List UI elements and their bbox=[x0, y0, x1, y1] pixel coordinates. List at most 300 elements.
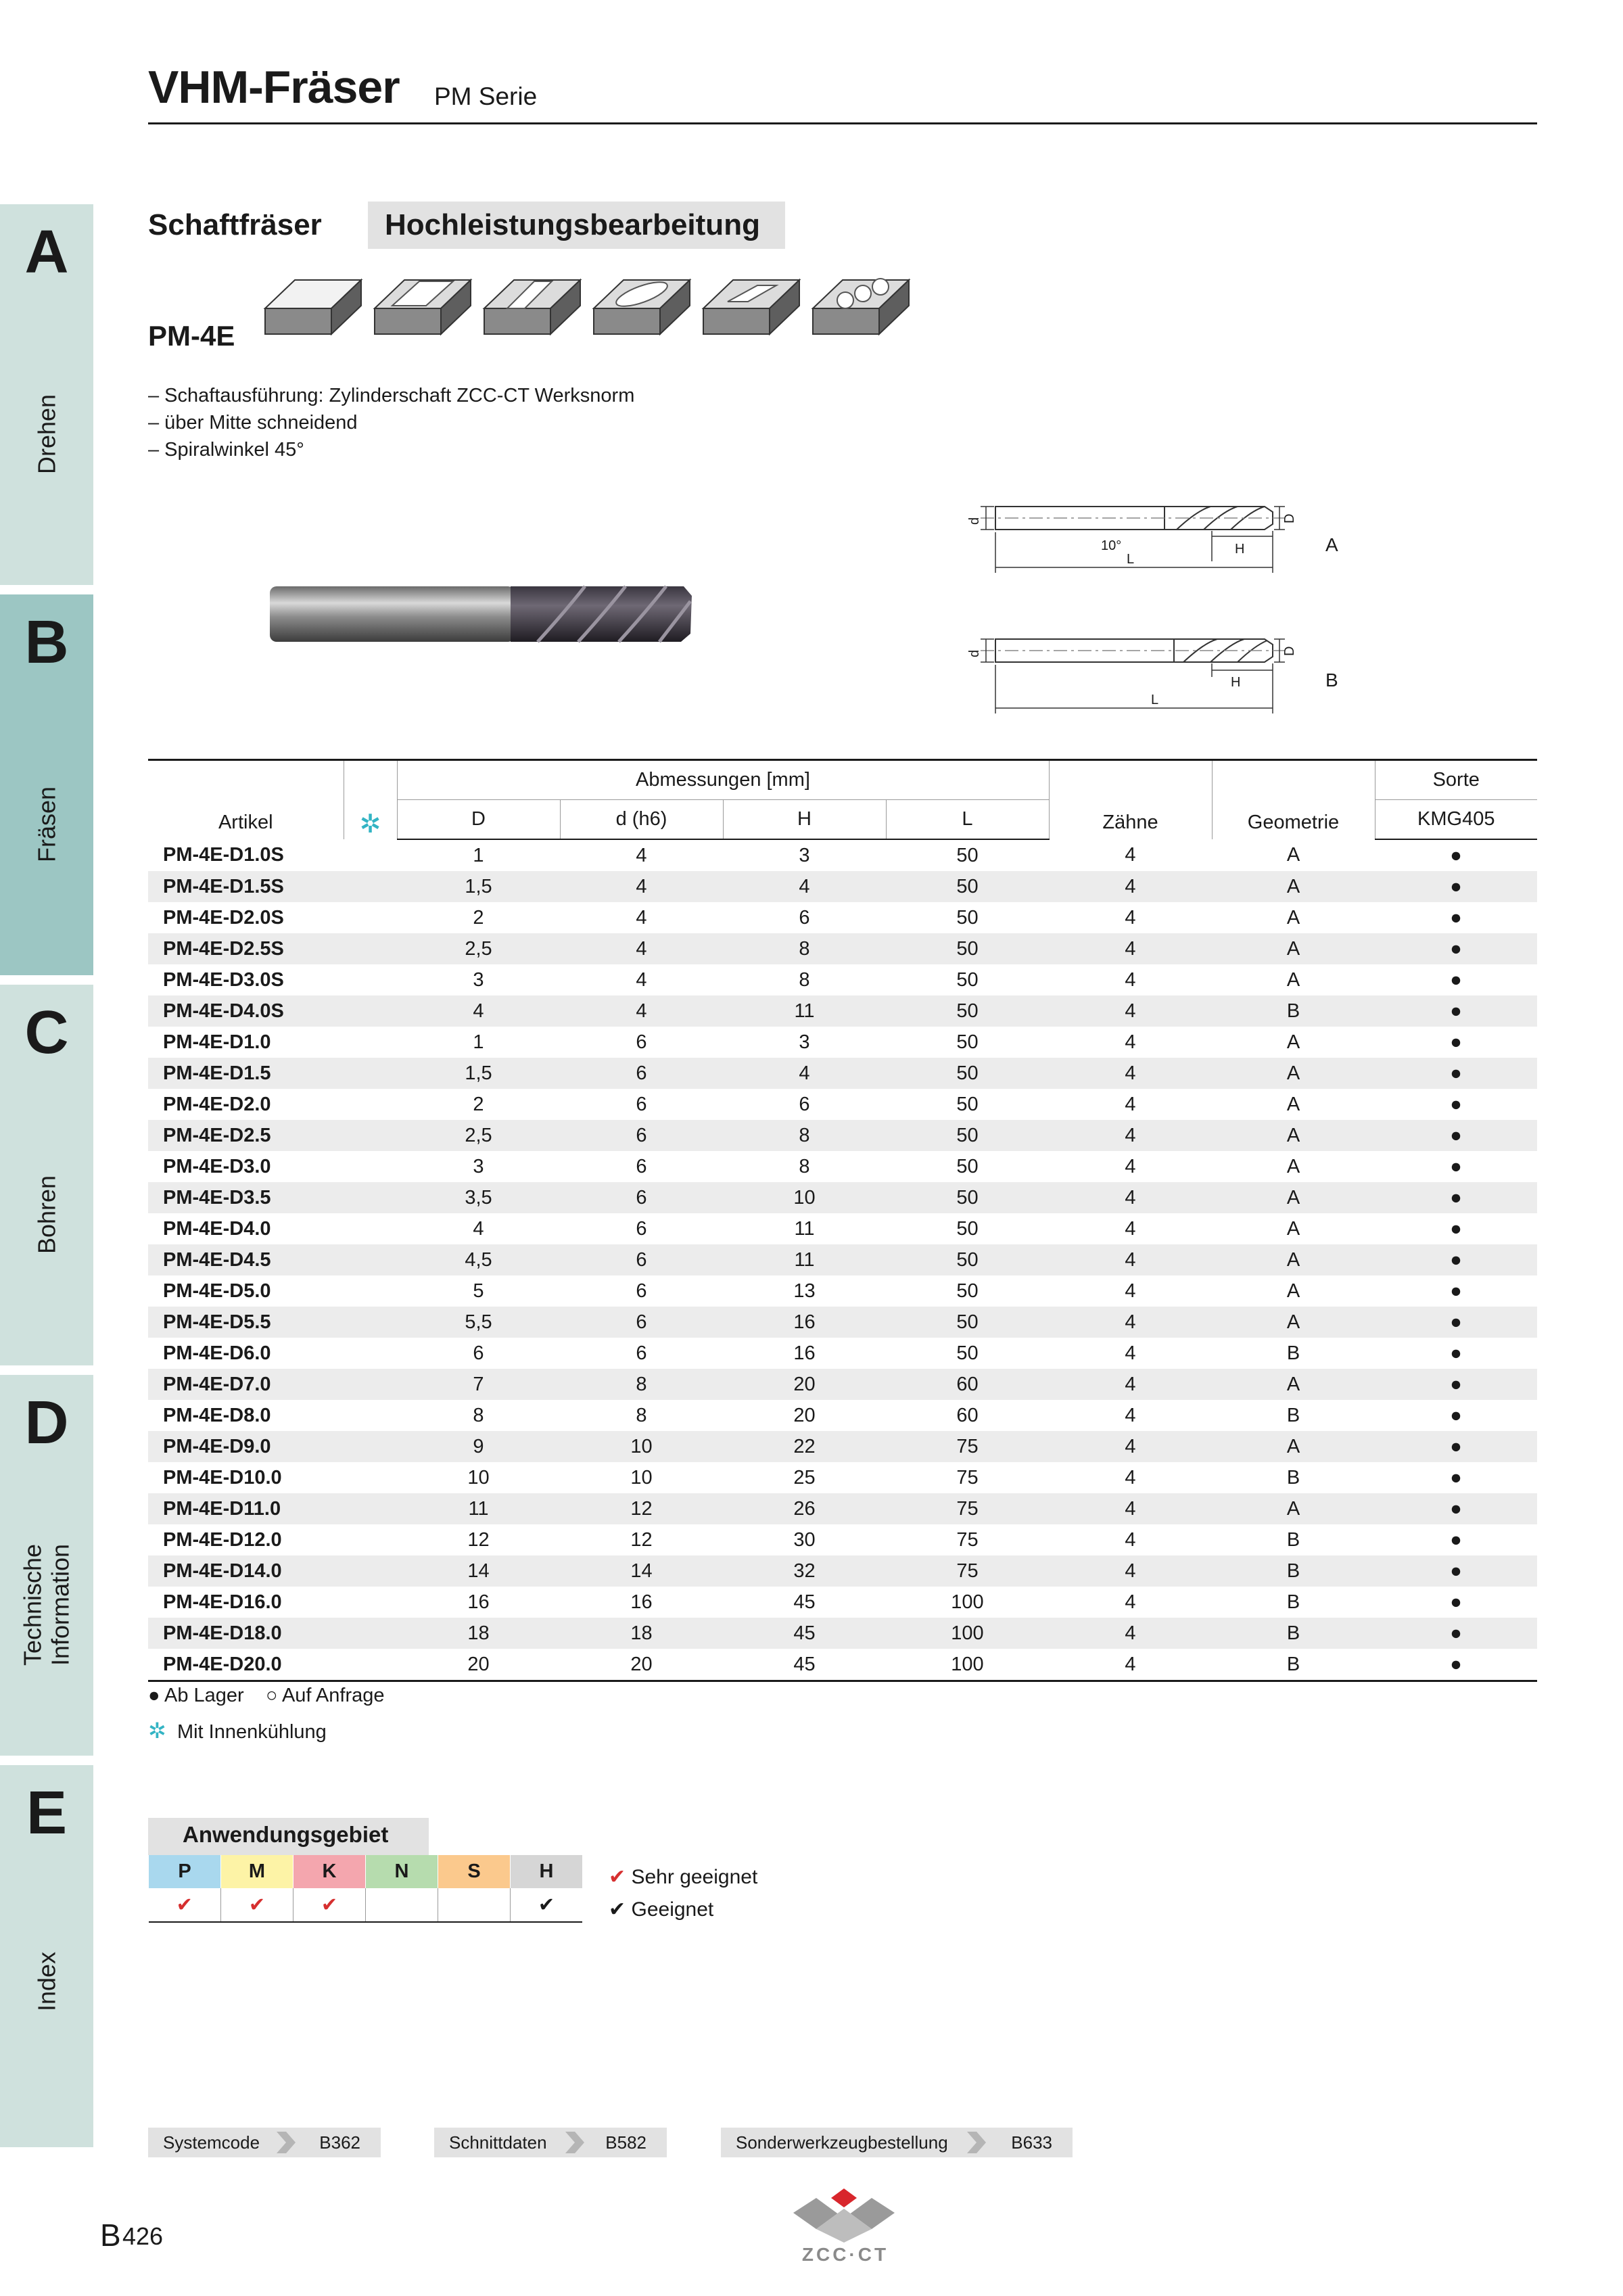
cell-d: 6 bbox=[636, 1280, 647, 1302]
cell-L: 50 bbox=[956, 968, 979, 991]
cell-d: 16 bbox=[630, 1591, 653, 1613]
cell-grade: ● bbox=[1450, 1591, 1462, 1613]
cell-article: PM-4E-D1.5 bbox=[148, 1058, 344, 1089]
cell-grade: ● bbox=[1375, 1618, 1537, 1649]
dim-D-b: D bbox=[1282, 646, 1297, 656]
cell-article: PM-4E-D5.5 bbox=[148, 1307, 344, 1338]
cell-teeth: 4 bbox=[1049, 933, 1212, 964]
cell-coolant bbox=[344, 1431, 397, 1462]
cell-L: 50 bbox=[956, 1217, 979, 1240]
cell-H: 8 bbox=[799, 968, 810, 991]
table-row bbox=[148, 1649, 1537, 1681]
cell-L: 75 bbox=[886, 1555, 1049, 1587]
group-dimensions: Abmessungen [mm] bbox=[397, 760, 1049, 800]
cell-d: 14 bbox=[560, 1555, 723, 1587]
cell-teeth: 4 bbox=[1049, 1120, 1212, 1151]
cell-coolant bbox=[344, 1493, 397, 1524]
suitability-mark: ✔ bbox=[511, 1888, 583, 1922]
cell-geometry: A bbox=[1212, 1431, 1375, 1462]
material-s: S bbox=[438, 1855, 511, 1888]
col-article: Artikel bbox=[148, 760, 344, 840]
cell-article: PM-4E-D2.0 bbox=[163, 1093, 271, 1115]
cell-d: 6 bbox=[560, 1307, 723, 1338]
cell-H: 3 bbox=[799, 1031, 810, 1053]
cell-H: 45 bbox=[723, 1649, 886, 1681]
tab-label: Index bbox=[32, 1951, 61, 2012]
tab-technische-information[interactable] bbox=[0, 1375, 93, 1756]
cell-H: 30 bbox=[793, 1528, 816, 1551]
cell-grade: ● bbox=[1375, 1649, 1537, 1681]
cell-teeth: 4 bbox=[1125, 1217, 1136, 1240]
chevron-right-icon bbox=[274, 2132, 296, 2153]
cell-D: 1 bbox=[473, 844, 484, 866]
cell-H: 3 bbox=[799, 844, 810, 866]
cell-article: PM-4E-D9.0 bbox=[148, 1431, 344, 1462]
slot-milling-icon bbox=[484, 280, 580, 334]
cell-article: PM-4E-D4.5 bbox=[148, 1244, 344, 1275]
cell-coolant bbox=[344, 1400, 397, 1431]
page-number: 426 bbox=[122, 2222, 164, 2250]
suitable-label: Geeignet bbox=[631, 1898, 714, 1921]
cell-article: PM-4E-D6.0 bbox=[163, 1342, 271, 1364]
cell-H: 20 bbox=[723, 1369, 886, 1400]
cell-grade: ● bbox=[1375, 1493, 1537, 1524]
cell-d: 4 bbox=[560, 933, 723, 964]
cell-article: PM-4E-D2.5S bbox=[148, 933, 344, 964]
cell-d: 4 bbox=[636, 968, 647, 991]
cell-geometry: B bbox=[1212, 1649, 1375, 1681]
cell-teeth: 4 bbox=[1125, 1093, 1136, 1115]
cell-D: 11 bbox=[397, 1493, 560, 1524]
cell-d: 6 bbox=[560, 1244, 723, 1275]
cell-geometry: A bbox=[1212, 1244, 1375, 1275]
table-row bbox=[148, 1213, 1537, 1244]
suitability-mark: ✔ bbox=[149, 1888, 221, 1922]
face-milling-icon bbox=[265, 280, 361, 334]
cell-coolant bbox=[344, 1555, 397, 1587]
ref-systemcode[interactable] bbox=[148, 2128, 381, 2157]
cell-H: 25 bbox=[793, 1466, 816, 1489]
table-row bbox=[148, 1369, 1537, 1400]
shoulder-milling-icon bbox=[375, 280, 471, 334]
cell-L: 75 bbox=[886, 1431, 1049, 1462]
cell-D: 20 bbox=[397, 1649, 560, 1681]
table-row bbox=[148, 1307, 1537, 1338]
ref-page: B582 bbox=[605, 2132, 646, 2153]
cell-H: 32 bbox=[723, 1555, 886, 1587]
cell-d: 6 bbox=[636, 1342, 647, 1364]
dim-H-a: H bbox=[1235, 542, 1245, 557]
cell-geometry: A bbox=[1212, 933, 1375, 964]
drawing-b bbox=[967, 639, 1338, 713]
cell-coolant bbox=[344, 933, 397, 964]
cell-article: PM-4E-D2.5 bbox=[148, 1120, 344, 1151]
cell-coolant bbox=[344, 1618, 397, 1649]
tab-letter: B bbox=[24, 609, 69, 676]
ref-label: Schnittdaten bbox=[449, 2132, 547, 2153]
cell-H: 11 bbox=[794, 1217, 815, 1240]
cell-d: 6 bbox=[636, 1155, 647, 1177]
cell-grade: ● bbox=[1450, 1280, 1462, 1302]
cell-geometry: B bbox=[1286, 1466, 1300, 1489]
product-table bbox=[148, 759, 1537, 1682]
cell-H: 20 bbox=[793, 1404, 816, 1426]
cell-article: PM-4E-D16.0 bbox=[163, 1591, 282, 1613]
coolant-legend bbox=[148, 1718, 327, 1743]
table-row bbox=[148, 1555, 1537, 1587]
cell-grade: ● bbox=[1450, 1404, 1462, 1426]
cell-article: PM-4E-D4.0S bbox=[148, 995, 344, 1027]
table-row bbox=[148, 1151, 1537, 1182]
cell-D: 16 bbox=[467, 1591, 490, 1613]
tab-fraesen[interactable] bbox=[0, 594, 93, 975]
tab-label: Bohren bbox=[32, 1175, 61, 1255]
very-suitable-label: Sehr geeignet bbox=[631, 1866, 758, 1888]
cell-grade: ● bbox=[1375, 871, 1537, 902]
cell-d: 8 bbox=[560, 1369, 723, 1400]
cell-L: 100 bbox=[951, 1591, 984, 1613]
col-grade-kmg405: KMG405 bbox=[1375, 800, 1537, 840]
col-H: H bbox=[723, 800, 886, 840]
geometry-b-label: B bbox=[1325, 670, 1338, 690]
cell-coolant bbox=[344, 1275, 397, 1307]
series-label: PM Serie bbox=[434, 83, 538, 110]
request-symbol: ○ bbox=[265, 1685, 278, 1706]
cell-D: 1,5 bbox=[397, 871, 560, 902]
cell-geometry: A bbox=[1212, 1369, 1375, 1400]
cell-D: 2 bbox=[473, 1093, 484, 1115]
cell-D: 6 bbox=[473, 1342, 484, 1364]
cell-teeth: 4 bbox=[1125, 906, 1136, 929]
cell-H: 4 bbox=[723, 871, 886, 902]
tab-index[interactable] bbox=[0, 1765, 93, 2147]
stock-label: Ab Lager bbox=[164, 1685, 244, 1706]
feature-item: – Spiralwinkel 45° bbox=[148, 439, 304, 461]
cell-L: 50 bbox=[886, 1182, 1049, 1213]
cell-L: 100 bbox=[886, 1649, 1049, 1681]
cell-teeth: 4 bbox=[1049, 1182, 1212, 1213]
cell-L: 50 bbox=[956, 844, 979, 866]
chevron-right-icon bbox=[563, 2132, 584, 2153]
table-row bbox=[148, 839, 1537, 871]
cell-D: 12 bbox=[467, 1528, 490, 1551]
cell-grade: ● bbox=[1450, 844, 1462, 866]
page-section-letter: B bbox=[100, 2218, 121, 2253]
tab-letter: E bbox=[26, 1779, 68, 1847]
cell-geometry: A bbox=[1212, 871, 1375, 902]
cell-L: 50 bbox=[956, 1155, 979, 1177]
material-m: M bbox=[221, 1855, 293, 1888]
cell-geometry: A bbox=[1286, 1155, 1300, 1177]
ramping-icon bbox=[703, 280, 799, 334]
article-title: PM-4E bbox=[148, 320, 235, 352]
cell-D: 1 bbox=[473, 1031, 484, 1053]
table-row bbox=[148, 1120, 1537, 1151]
cell-geometry: B bbox=[1286, 1404, 1300, 1426]
cell-coolant bbox=[344, 1649, 397, 1681]
cell-grade: ● bbox=[1450, 1342, 1462, 1364]
cell-D: 4,5 bbox=[397, 1244, 560, 1275]
cell-D: 2,5 bbox=[397, 1120, 560, 1151]
cell-teeth: 4 bbox=[1049, 1618, 1212, 1649]
table-row bbox=[148, 1524, 1537, 1555]
cell-d: 4 bbox=[560, 995, 723, 1027]
cell-grade: ● bbox=[1450, 1155, 1462, 1177]
col-geometry: Geometrie bbox=[1212, 760, 1375, 840]
material-n: N bbox=[366, 1855, 438, 1888]
availability-legend bbox=[148, 1685, 385, 1707]
col-d: d (h6) bbox=[560, 800, 723, 840]
material-p: P bbox=[149, 1855, 221, 1888]
cell-L: 50 bbox=[886, 1307, 1049, 1338]
cell-d: 6 bbox=[560, 1058, 723, 1089]
suitability-legend bbox=[609, 1861, 757, 1926]
feature-list bbox=[148, 382, 634, 463]
col-L: L bbox=[886, 800, 1049, 840]
cell-L: 50 bbox=[886, 871, 1049, 902]
end-mill-image bbox=[267, 578, 700, 653]
request-label: Auf Anfrage bbox=[281, 1685, 385, 1706]
cell-grade: ● bbox=[1375, 1120, 1537, 1151]
cell-geometry: A bbox=[1212, 1493, 1375, 1524]
cell-article: PM-4E-D14.0 bbox=[148, 1555, 344, 1587]
dim-L-b: L bbox=[1151, 693, 1159, 707]
cell-coolant bbox=[344, 902, 397, 933]
col-D: D bbox=[397, 800, 560, 840]
cell-D: 3 bbox=[473, 968, 484, 991]
cell-H: 11 bbox=[723, 1244, 886, 1275]
cell-d: 8 bbox=[636, 1404, 647, 1426]
tab-bohren[interactable] bbox=[0, 985, 93, 1365]
cell-L: 50 bbox=[886, 1058, 1049, 1089]
cell-coolant bbox=[344, 1369, 397, 1400]
cell-teeth: 4 bbox=[1125, 1466, 1136, 1489]
cell-geometry: A bbox=[1286, 1280, 1300, 1302]
suitability-mark: ✔ bbox=[293, 1888, 366, 1922]
cell-L: 50 bbox=[956, 1280, 979, 1302]
cell-coolant bbox=[344, 839, 397, 871]
cell-coolant bbox=[344, 995, 397, 1027]
cell-grade: ● bbox=[1375, 933, 1537, 964]
cell-article: PM-4E-D1.0S bbox=[163, 844, 284, 866]
cell-grade: ● bbox=[1450, 1217, 1462, 1240]
cell-teeth: 4 bbox=[1125, 844, 1136, 866]
pocket-milling-icon bbox=[594, 277, 690, 334]
dim-H-b: H bbox=[1231, 675, 1241, 690]
table-row bbox=[148, 1338, 1537, 1369]
cell-article: PM-4E-D3.0S bbox=[163, 968, 284, 991]
cell-H: 45 bbox=[723, 1618, 886, 1649]
cell-L: 50 bbox=[956, 1031, 979, 1053]
cell-d: 6 bbox=[636, 1031, 647, 1053]
dim-D-a: D bbox=[1282, 513, 1297, 523]
logo-text: ZCC·CT bbox=[801, 2244, 889, 2265]
cell-geometry: A bbox=[1286, 1217, 1300, 1240]
cell-D: 3,5 bbox=[397, 1182, 560, 1213]
col-coolant bbox=[344, 760, 397, 840]
cell-coolant bbox=[344, 1307, 397, 1338]
cell-L: 50 bbox=[886, 933, 1049, 964]
cell-article: PM-4E-D7.0 bbox=[148, 1369, 344, 1400]
tab-label-line: Information bbox=[47, 1543, 74, 1666]
coolant-icon: ✲ bbox=[359, 810, 381, 839]
cell-D: 1,5 bbox=[397, 1058, 560, 1089]
cell-grade: ● bbox=[1450, 1031, 1462, 1053]
cell-geometry: A bbox=[1286, 968, 1300, 991]
cell-geometry: A bbox=[1286, 1031, 1300, 1053]
technical-drawings bbox=[967, 497, 1359, 727]
cell-article: PM-4E-D1.0 bbox=[163, 1031, 271, 1053]
cell-L: 50 bbox=[956, 1093, 979, 1115]
zcc-ct-logo bbox=[786, 2188, 901, 2244]
table-row bbox=[148, 902, 1537, 933]
coolant-icon: ✲ bbox=[148, 1718, 166, 1743]
ref-sonderwerkzeugbestellung[interactable] bbox=[721, 2128, 1073, 2157]
cell-d: 6 bbox=[636, 1093, 647, 1115]
tab-letter: C bbox=[24, 999, 69, 1067]
cell-L: 75 bbox=[956, 1466, 979, 1489]
cell-coolant bbox=[344, 1151, 397, 1182]
ref-label: Systemcode bbox=[163, 2132, 260, 2153]
cell-d: 4 bbox=[560, 871, 723, 902]
cell-D: 10 bbox=[467, 1466, 490, 1489]
table-row bbox=[148, 1431, 1537, 1462]
tab-drehen[interactable] bbox=[0, 204, 93, 585]
highlight-label: Hochleistungsbearbeitung bbox=[385, 208, 760, 241]
cell-article: PM-4E-D18.0 bbox=[148, 1618, 344, 1649]
cell-H: 16 bbox=[723, 1307, 886, 1338]
cell-grade: ● bbox=[1450, 1528, 1462, 1551]
cell-grade: ● bbox=[1450, 968, 1462, 991]
cell-article: PM-4E-D5.0 bbox=[163, 1280, 271, 1302]
group-grade: Sorte bbox=[1375, 760, 1537, 800]
cell-H: 16 bbox=[793, 1342, 816, 1364]
cell-teeth: 4 bbox=[1125, 1031, 1136, 1053]
dim-d-a: d bbox=[967, 517, 982, 525]
cell-L: 100 bbox=[886, 1618, 1049, 1649]
cell-coolant bbox=[344, 964, 397, 995]
cell-D: 2 bbox=[473, 906, 484, 929]
cell-L: 75 bbox=[956, 1528, 979, 1551]
cell-grade: ● bbox=[1375, 1369, 1537, 1400]
cell-geometry: A bbox=[1212, 1307, 1375, 1338]
material-h: H bbox=[511, 1855, 583, 1888]
cell-coolant bbox=[344, 1182, 397, 1213]
tab-letter: A bbox=[24, 218, 69, 286]
cell-coolant bbox=[344, 1120, 397, 1151]
geometry-a-label: A bbox=[1325, 534, 1338, 555]
cell-D: 7 bbox=[397, 1369, 560, 1400]
cell-geometry: B bbox=[1286, 1528, 1300, 1551]
cell-grade: ● bbox=[1375, 1431, 1537, 1462]
cell-coolant bbox=[344, 1089, 397, 1120]
cell-coolant bbox=[344, 1058, 397, 1089]
col-teeth: Zähne bbox=[1049, 760, 1212, 840]
material-k: K bbox=[293, 1855, 366, 1888]
cell-teeth: 4 bbox=[1049, 1493, 1212, 1524]
cell-grade: ● bbox=[1375, 1307, 1537, 1338]
tab-letter: D bbox=[24, 1389, 69, 1457]
cell-L: 50 bbox=[956, 1342, 979, 1364]
application-table bbox=[148, 1855, 582, 1923]
cell-D: 8 bbox=[473, 1404, 484, 1426]
cell-article: PM-4E-D11.0 bbox=[148, 1493, 344, 1524]
application-title: Anwendungsgebiet bbox=[183, 1822, 389, 1847]
cell-grade: ● bbox=[1375, 1058, 1537, 1089]
cell-teeth: 4 bbox=[1049, 1307, 1212, 1338]
cell-H: 6 bbox=[799, 1093, 810, 1115]
cell-coolant bbox=[344, 871, 397, 902]
suitability-mark: ✔ bbox=[221, 1888, 293, 1922]
cell-L: 60 bbox=[956, 1404, 979, 1426]
cell-article: PM-4E-D3.5 bbox=[148, 1182, 344, 1213]
cell-teeth: 4 bbox=[1125, 968, 1136, 991]
cell-article: PM-4E-D8.0 bbox=[163, 1404, 271, 1426]
cell-teeth: 4 bbox=[1049, 871, 1212, 902]
cell-teeth: 4 bbox=[1049, 995, 1212, 1027]
cell-teeth: 4 bbox=[1049, 1649, 1212, 1681]
feature-item: – über Mitte schneidend bbox=[148, 412, 358, 434]
cell-teeth: 4 bbox=[1049, 1369, 1212, 1400]
cell-article: PM-4E-D3.0 bbox=[163, 1155, 271, 1177]
cell-coolant bbox=[344, 1244, 397, 1275]
cell-D: 5 bbox=[473, 1280, 484, 1302]
cell-grade: ● bbox=[1450, 906, 1462, 929]
ref-page: B362 bbox=[319, 2132, 360, 2153]
tab-label: Drehen bbox=[32, 394, 61, 475]
cell-grade: ● bbox=[1450, 1466, 1462, 1489]
table-row bbox=[148, 1027, 1537, 1058]
cell-teeth: 4 bbox=[1125, 1591, 1136, 1613]
cell-grade: ● bbox=[1375, 1182, 1537, 1213]
cell-geometry: A bbox=[1286, 906, 1300, 929]
table-row bbox=[148, 871, 1537, 902]
tab-label: Fräsen bbox=[32, 786, 61, 863]
dim-d-b: d bbox=[967, 649, 982, 657]
cell-H: 8 bbox=[723, 933, 886, 964]
drawing-a bbox=[967, 507, 1338, 573]
cell-grade: ● bbox=[1375, 1555, 1537, 1587]
cell-L: 50 bbox=[886, 1120, 1049, 1151]
chevron-right-icon bbox=[964, 2132, 986, 2153]
plunge-milling-icon bbox=[813, 279, 909, 334]
stock-symbol: ● bbox=[148, 1685, 160, 1706]
cell-H: 45 bbox=[793, 1591, 816, 1613]
cell-coolant bbox=[344, 1213, 397, 1244]
cell-L: 75 bbox=[886, 1493, 1049, 1524]
tab-label bbox=[19, 1544, 75, 1666]
cell-d: 20 bbox=[560, 1649, 723, 1681]
table-row bbox=[148, 1618, 1537, 1649]
very-suitable-check-icon: ✔ bbox=[609, 1866, 626, 1888]
cell-geometry: A bbox=[1212, 1058, 1375, 1089]
cell-H: 10 bbox=[723, 1182, 886, 1213]
cell-D: 9 bbox=[397, 1431, 560, 1462]
suitability-mark bbox=[438, 1888, 511, 1922]
table-row bbox=[148, 1275, 1537, 1307]
cell-grade: ● bbox=[1375, 995, 1537, 1027]
tab-label-line: Technische bbox=[18, 1543, 47, 1666]
cell-teeth: 4 bbox=[1049, 1555, 1212, 1587]
cell-L: 50 bbox=[886, 995, 1049, 1027]
table-row bbox=[148, 1058, 1537, 1089]
cell-geometry: A bbox=[1212, 1120, 1375, 1151]
cell-H: 8 bbox=[799, 1155, 810, 1177]
cell-d: 6 bbox=[636, 1217, 647, 1240]
cell-d: 4 bbox=[636, 844, 647, 866]
cell-teeth: 4 bbox=[1125, 1155, 1136, 1177]
ref-schnittdaten[interactable] bbox=[434, 2128, 667, 2157]
